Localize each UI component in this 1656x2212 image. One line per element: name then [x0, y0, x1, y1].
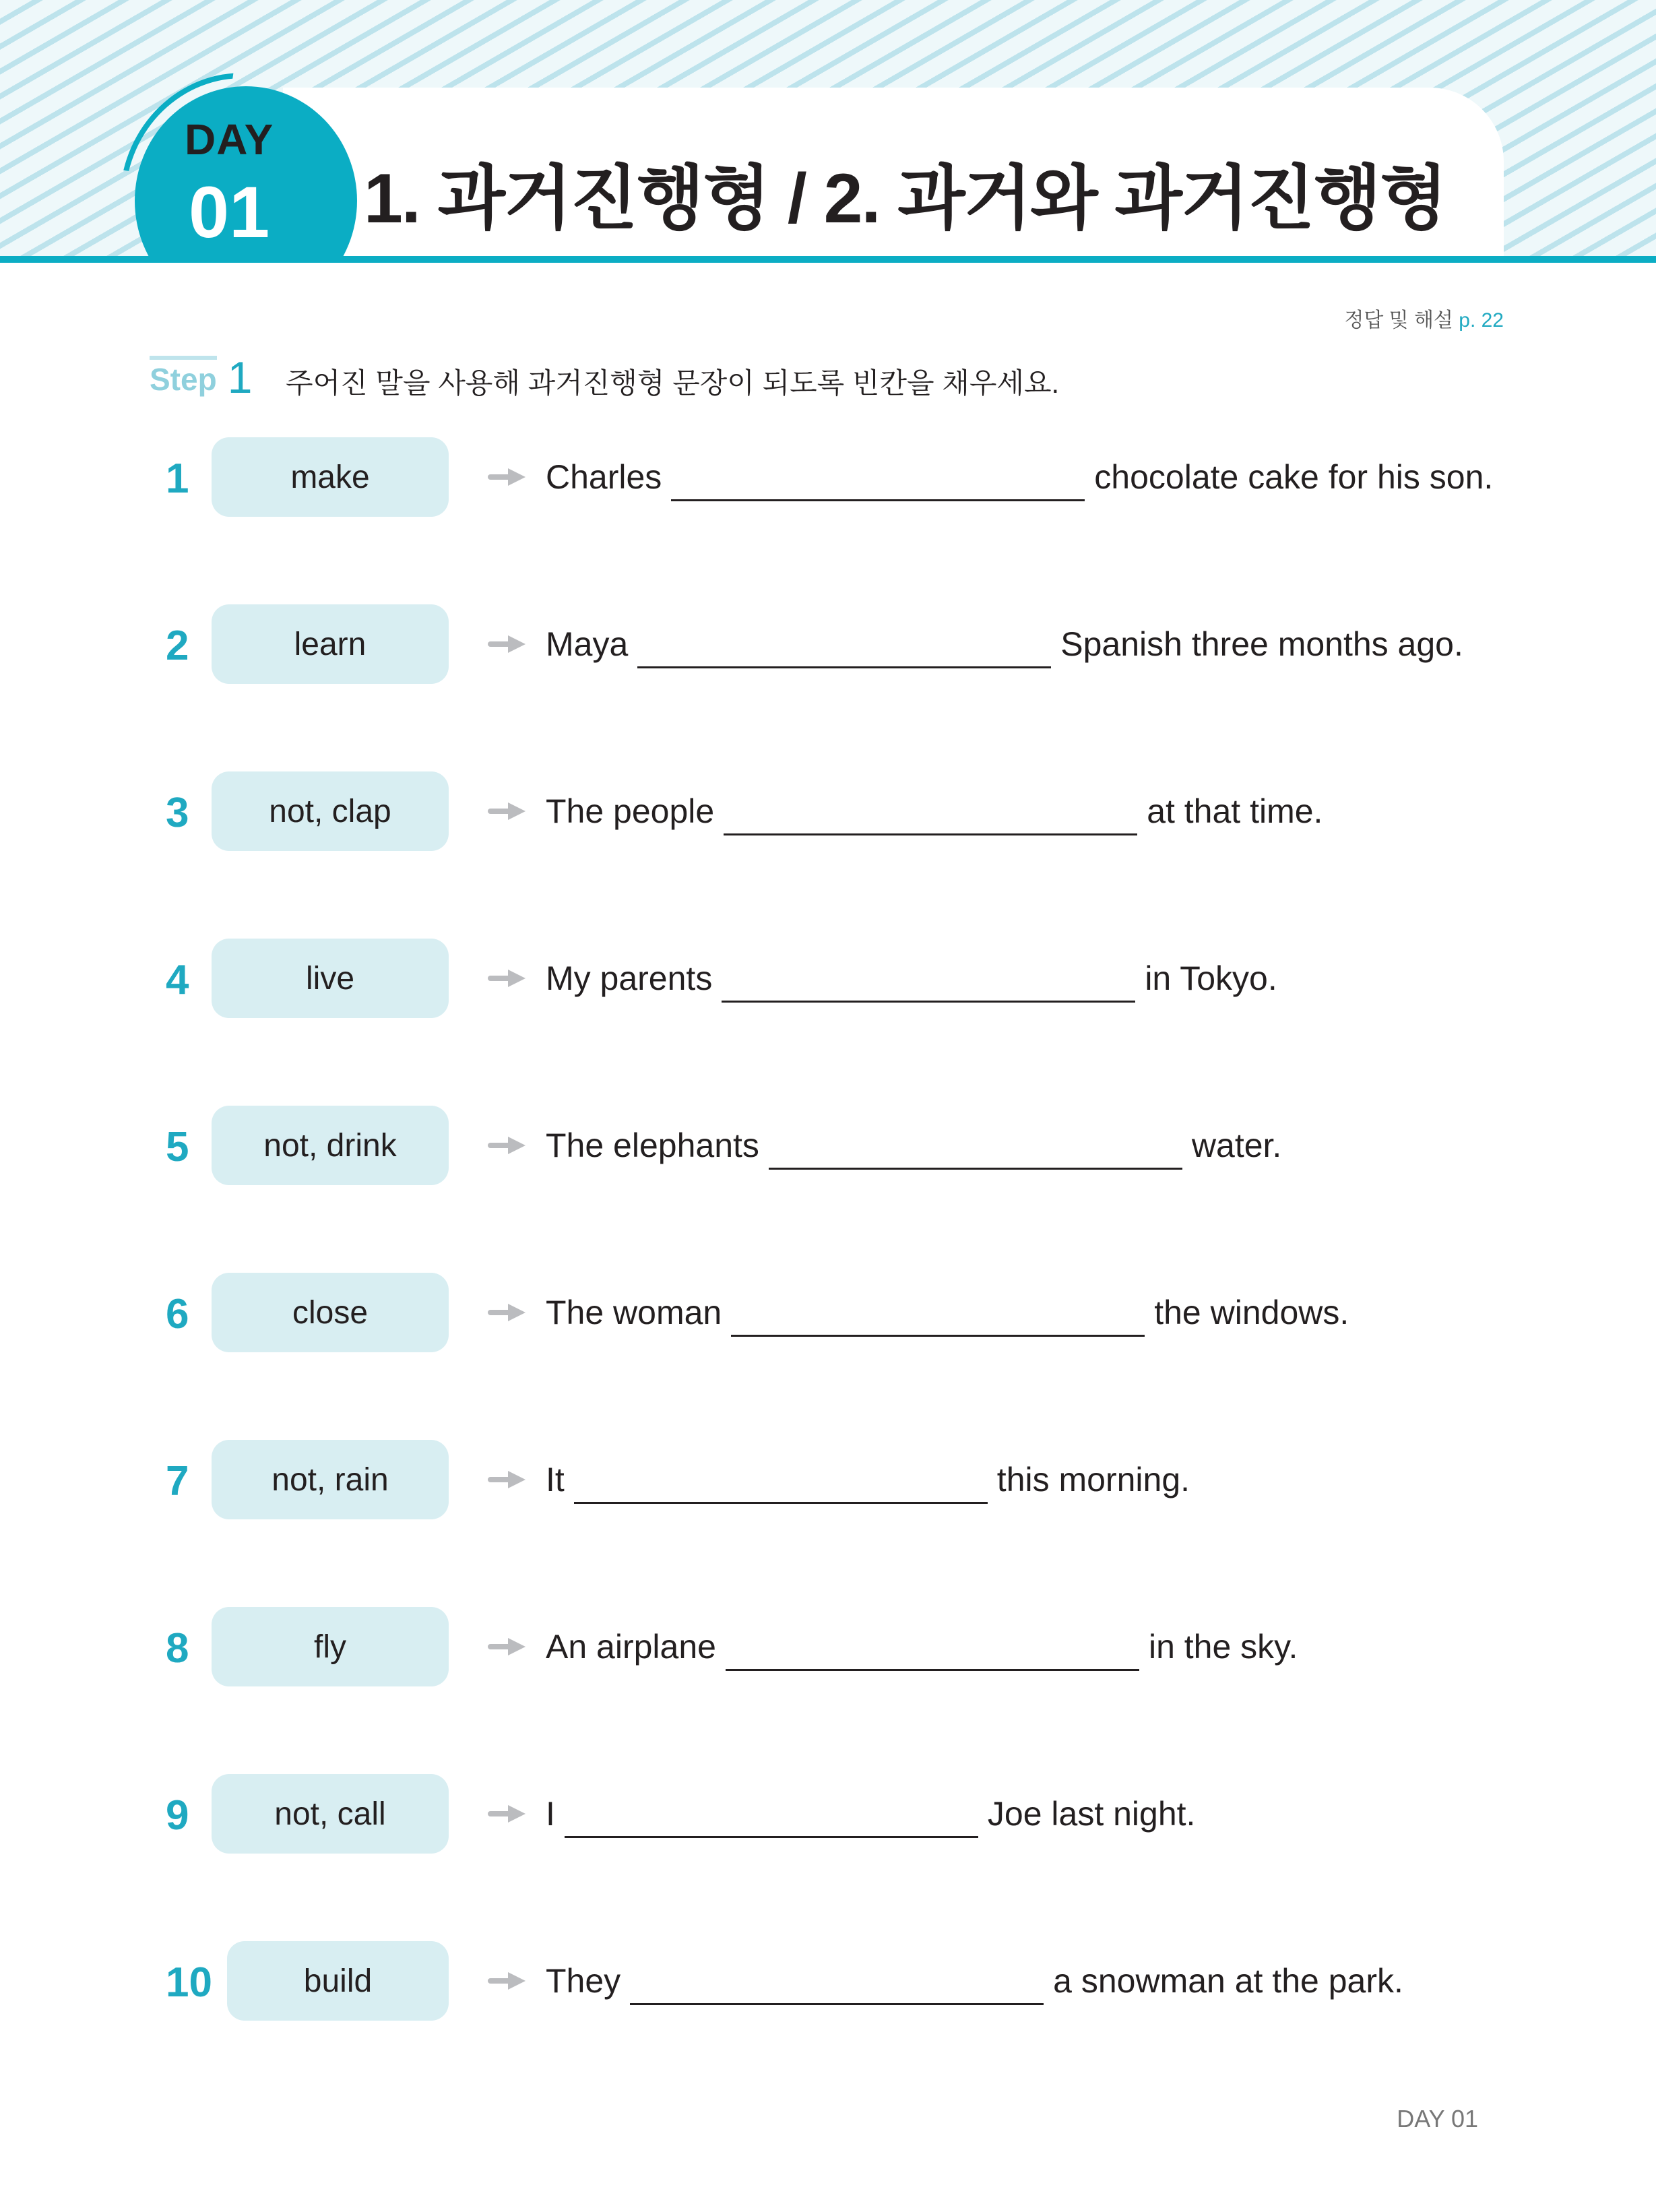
answer-blank[interactable]	[630, 1961, 1044, 2005]
sentence	[546, 457, 1493, 501]
sentence-suffix: water.	[1191, 1127, 1282, 1164]
item-number: 1	[166, 455, 189, 502]
sentence-suffix: Joe last night.	[987, 1795, 1196, 1833]
step-instruction: 주어진 말을 사용해 과거진행형 문장이 되도록 빈칸을 채우세요.	[286, 367, 1060, 399]
sentence	[546, 1460, 1190, 1504]
item-number: 5	[166, 1124, 189, 1170]
footer-page-label: DAY 01	[1397, 2105, 1478, 2132]
arrow-right-icon	[488, 1638, 526, 1655]
exercise-item	[0, 1774, 1656, 1854]
sentence-prefix: I	[546, 1795, 555, 1833]
answer-blank[interactable]	[726, 1627, 1139, 1671]
sentence-suffix: the windows.	[1154, 1294, 1349, 1331]
hint-box: not, drink	[212, 1106, 449, 1185]
step-word: Step	[150, 356, 217, 398]
sentence	[546, 792, 1323, 835]
sentence-suffix: in the sky.	[1148, 1628, 1298, 1666]
exercise-item	[0, 1440, 1656, 1519]
arrow-right-icon	[488, 1972, 526, 1990]
sentence-suffix: Spanish three months ago.	[1060, 625, 1463, 663]
arrow-right-icon	[488, 635, 526, 653]
arrow-right-icon	[488, 1805, 526, 1823]
arrow-right-icon	[488, 1471, 526, 1488]
hint-box: not, rain	[212, 1440, 449, 1519]
sentence-prefix: Charles	[546, 458, 662, 496]
item-number: 8	[166, 1625, 189, 1672]
sentence	[546, 1293, 1349, 1337]
hint-box: close	[212, 1273, 449, 1352]
sentence-prefix: It	[546, 1461, 565, 1498]
sentence	[546, 625, 1463, 668]
hint-box: not, clap	[212, 771, 449, 851]
answer-reference	[1344, 303, 1504, 333]
answer-blank[interactable]	[574, 1460, 988, 1504]
item-number: 4	[166, 957, 189, 1003]
sentence-prefix: An airplane	[546, 1628, 716, 1666]
sentence	[546, 959, 1277, 1003]
item-number: 3	[166, 790, 189, 836]
answer-reference-label: 정답 및 해설	[1344, 309, 1453, 331]
answer-blank[interactable]	[565, 1794, 978, 1838]
arrow-right-icon	[488, 970, 526, 987]
exercise-item	[0, 1607, 1656, 1686]
item-number: 7	[166, 1458, 189, 1505]
hint-box: learn	[212, 604, 449, 684]
answer-blank[interactable]	[722, 959, 1135, 1003]
exercise-item	[0, 1273, 1656, 1352]
exercise-item	[0, 437, 1656, 517]
item-number: 9	[166, 1792, 189, 1839]
sentence-prefix: The woman	[546, 1294, 722, 1331]
hint-box: make	[212, 437, 449, 517]
step-number: 1	[227, 352, 253, 402]
answer-reference-page: p. 22	[1459, 309, 1504, 331]
sentence-suffix: a snowman at the park.	[1053, 1962, 1403, 2000]
hint-box: build	[227, 1941, 449, 2021]
arrow-right-icon	[488, 1137, 526, 1154]
arrow-right-icon	[488, 802, 526, 820]
sentence	[546, 1126, 1281, 1170]
sentence-suffix: chocolate cake for his son.	[1094, 458, 1494, 496]
sentence-prefix: They	[546, 1962, 621, 2000]
sentence-prefix: The people	[546, 792, 715, 830]
day-number: 01	[189, 171, 270, 253]
exercise-item	[0, 1941, 1656, 2021]
item-number: 10	[166, 1959, 212, 2006]
page-title: 1. 과거진행형 / 2. 과거와 과거진행형	[364, 160, 1446, 238]
arrow-right-icon	[488, 468, 526, 486]
answer-blank[interactable]	[637, 625, 1051, 668]
header-divider	[0, 256, 1656, 263]
day-label: DAY	[185, 115, 274, 164]
sentence-prefix: My parents	[546, 959, 713, 997]
exercise-item	[0, 771, 1656, 851]
answer-blank[interactable]	[724, 792, 1137, 835]
item-number: 6	[166, 1291, 189, 1337]
answer-blank[interactable]	[769, 1126, 1182, 1170]
answer-blank[interactable]	[671, 457, 1085, 501]
answer-blank[interactable]	[731, 1293, 1145, 1337]
sentence	[546, 1627, 1298, 1671]
sentence-suffix: this morning.	[996, 1461, 1190, 1498]
arrow-right-icon	[488, 1304, 526, 1321]
sentence	[546, 1961, 1403, 2005]
hint-box: not, call	[212, 1774, 449, 1854]
hint-box: live	[212, 939, 449, 1018]
sentence-suffix: at that time.	[1147, 792, 1323, 830]
exercise-item	[0, 604, 1656, 684]
exercise-item	[0, 1106, 1656, 1185]
sentence-prefix: Maya	[546, 625, 629, 663]
step-heading	[150, 352, 253, 402]
item-number: 2	[166, 623, 189, 669]
sentence-prefix: The elephants	[546, 1127, 759, 1164]
sentence-suffix: in Tokyo.	[1145, 959, 1277, 997]
hint-box: fly	[212, 1607, 449, 1686]
exercise-item	[0, 939, 1656, 1018]
sentence	[546, 1794, 1195, 1838]
